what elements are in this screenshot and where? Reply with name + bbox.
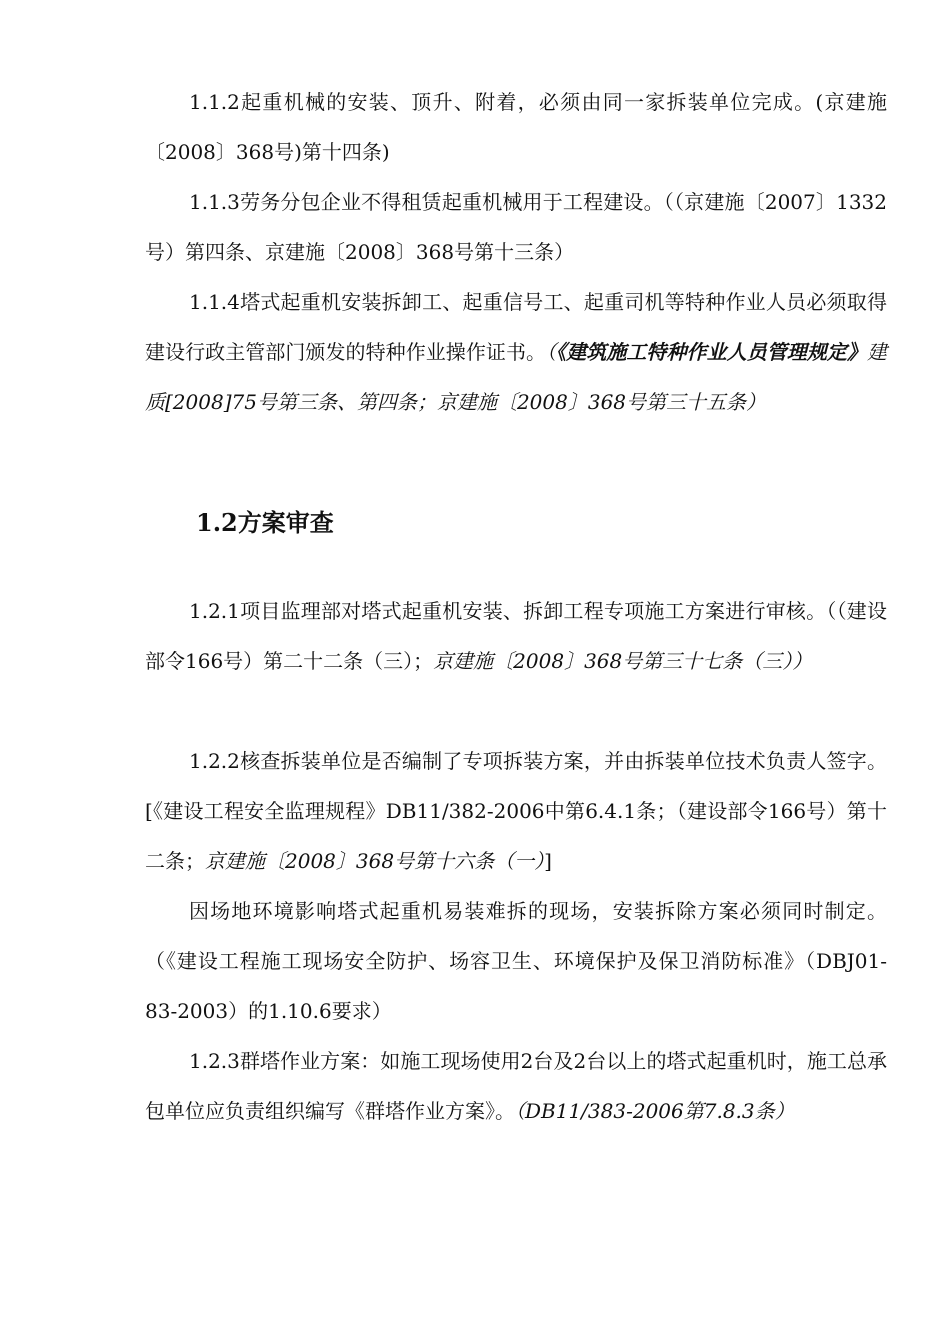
paragraph-1-1-4: [145, 277, 887, 427]
paragraph-text: 因场地环境影响塔式起重机易装难拆的现场，安装拆除方案必须同时制定。（《建设工程施工现场安全防护、场容卫生、环境保护及保卫消防标准》（DBJ01-83-2003）的1.10.6要求）: [145, 899, 887, 1023]
paragraph-text: 1.1.4塔式起重机安装拆卸工、起重信号工、起重司机等特种作业人员必须取得建设行政主管部门颁发的特种作业操作证书。: [145, 290, 887, 364]
paragraph-1-2-2: [145, 736, 887, 886]
citation-italic: （DB11/383-2006第7.8.3条）: [515, 1099, 795, 1123]
paragraph-text: 1.2.2核查拆装单位是否编制了专项拆装方案，并由拆装单位技术负责人签字。[《建设工程安全监理规程》DB11/382-2006中第6.4.1条；（建设部令166号）第十二条；: [145, 749, 887, 873]
paragraph-1-2-1: [145, 586, 887, 686]
citation-italic: 京建施〔2008〕368号第十六条（一）: [205, 849, 545, 873]
citation-open: （: [546, 340, 557, 364]
paragraph-text: 1.2.1项目监理部对塔式起重机安装、拆卸工程专项施工方案进行审核。（（建设部令166号）第二十二条（三）；: [145, 599, 887, 673]
paragraph-text: 1.1.2起重机械的安装、顶升、附着，必须由同一家拆装单位完成。(京建施〔2008〕368号)第十四条): [145, 90, 887, 164]
paragraph-text: 1.2.3群塔作业方案：如施工现场使用2台及2台以上的塔式起重机时，施工总承包单位应负责组织编写《群塔作业方案》。: [145, 1049, 887, 1123]
citation-bold-title: 《建筑施工特种作业人员管理规定》: [556, 340, 868, 364]
paragraph-text: 1.1.3劳务分包企业不得租赁起重机械用于工程建设。（（京建施〔2007〕1332号）第四条、京建施〔2008〕368号第十三条）: [145, 190, 887, 264]
paragraph-1-1-2: [145, 77, 887, 177]
paragraph-1-1-3: [145, 177, 887, 277]
closing-bracket: ]: [544, 849, 552, 873]
citation-italic: 京建施〔2008〕368号第三十七条（三））: [433, 649, 813, 673]
paragraph-1-2-3: [145, 1036, 887, 1136]
section-heading-1-2: 1.2方案审查: [196, 508, 334, 537]
citation-italic: 建质[2008]75号第三条、第四条；京建施〔2008〕368号第三十五条）: [145, 340, 888, 414]
paragraph-site-condition: [145, 886, 887, 1036]
